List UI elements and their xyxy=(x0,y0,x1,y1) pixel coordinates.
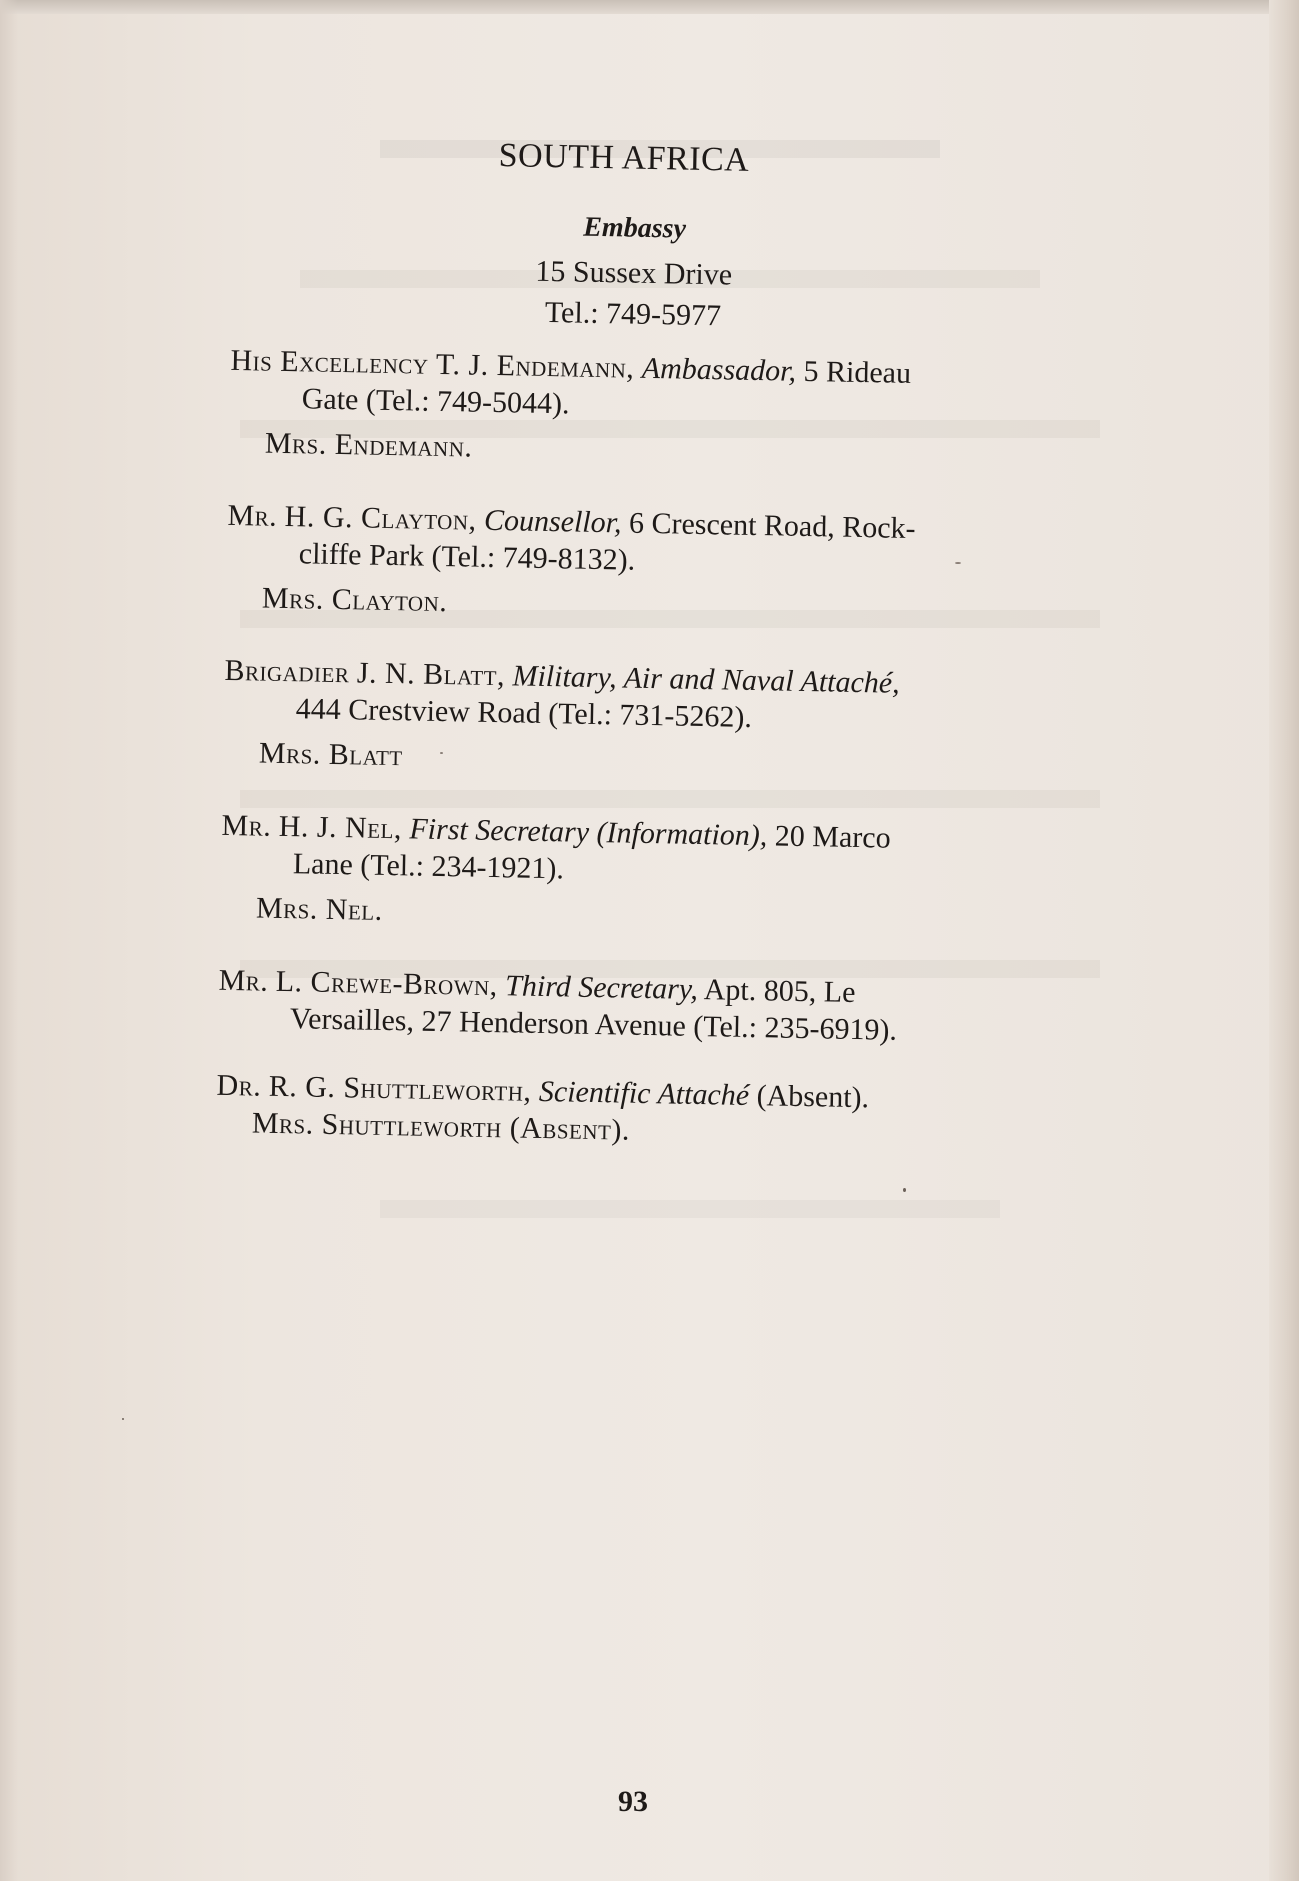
staff-entry xyxy=(218,962,1139,1054)
staff-entry xyxy=(220,807,1142,944)
entry-spouse: Mrs. Shuttleworth (Absent). xyxy=(251,1106,631,1147)
entry-spouse: Mrs. Blatt xyxy=(258,736,403,773)
entry-address-line: cliffe Park (Tel.: 749-8132). xyxy=(298,537,636,577)
entry-role: Counsellor, xyxy=(483,503,622,540)
entry-title: Brigadier xyxy=(224,653,350,690)
staff-entry xyxy=(216,1067,1137,1159)
entry-name: H. J. Nel, xyxy=(278,809,403,846)
entry-spouse: Mrs. Clayton. xyxy=(261,581,448,619)
entry-spouse: Mrs. Nel. xyxy=(255,891,383,927)
entry-details: 20 Marco xyxy=(774,819,891,855)
entry-details: 5 Rideau xyxy=(803,354,912,390)
entry-role: First Secretary (Information), xyxy=(409,812,768,853)
entry-title: Mr. xyxy=(221,808,272,843)
staff-entry xyxy=(223,652,1145,789)
staff-entry xyxy=(226,497,1148,634)
entry-title: His Excellency xyxy=(230,343,429,381)
entry-name: R. G. Shuttleworth, xyxy=(268,1069,532,1108)
entry-address-line: 444 Crestview Road (Tel.: 731-5262). xyxy=(295,692,753,734)
page-number: 93 xyxy=(618,1785,648,1818)
entry-title: Dr. xyxy=(216,1068,262,1103)
entry-address-line: Lane (Tel.: 234-1921). xyxy=(292,847,565,886)
staff-entry xyxy=(229,342,1151,479)
entry-role: Military, Air and Naval Attaché, xyxy=(512,659,900,700)
entry-title: Mr. xyxy=(227,498,278,533)
entry-name: T. J. Endemann, xyxy=(435,347,635,385)
entry-address-line: Versailles, 27 Henderson Avenue (Tel.: 235-6919). xyxy=(289,1002,898,1047)
entry-role: Scientific Attaché xyxy=(538,1074,750,1112)
entry-role: Ambassador, xyxy=(641,351,797,388)
office-type: Embassy xyxy=(583,211,687,245)
entry-spouse: Mrs. Endemann. xyxy=(264,426,473,464)
entry-name: H. G. Clayton, xyxy=(284,499,477,537)
entry-details: (Absent). xyxy=(756,1079,870,1115)
country-heading: SOUTH AFRICA xyxy=(498,137,750,179)
entry-details: Apt. 805, Le xyxy=(703,973,856,1010)
entry-details: 6 Crescent Road, Rock- xyxy=(628,506,916,546)
entry-name: L. Crewe-Brown, xyxy=(275,964,499,1003)
paper-speck xyxy=(122,1418,124,1420)
embassy-address: 15 Sussex Drive xyxy=(535,254,733,292)
entry-role: Third Secretary, xyxy=(504,969,699,1006)
embassy-phone: Tel.: 749-5977 xyxy=(544,295,722,333)
entry-title: Mr. xyxy=(218,963,269,998)
paper-speck xyxy=(903,1188,906,1192)
paper-speck xyxy=(955,562,961,564)
paper-speck xyxy=(440,752,443,754)
entry-name: J. N. Blatt, xyxy=(356,656,506,693)
entry-address-line: Gate (Tel.: 749-5044). xyxy=(301,382,570,421)
